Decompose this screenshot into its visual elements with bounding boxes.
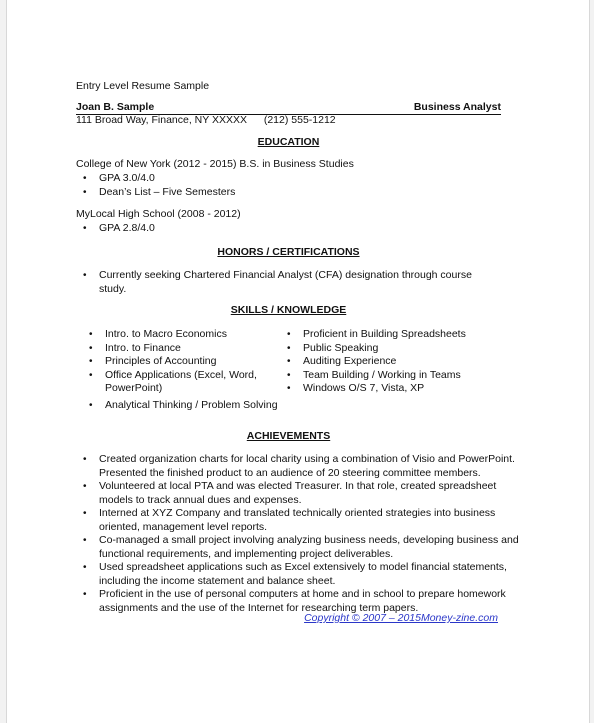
honors-list [82,269,501,296]
list-item: • Created organization charts for local charity using a combination of Visio and PowerPoint. Presented the finished product to an audience of 20 steering committee members. [83,453,515,479]
candidate-name: Joan B. Sample [76,101,155,113]
bullet-icon: • [83,454,87,465]
copyright-link[interactable]: Copyright © 2007 – 2015Money-zine.com [304,612,498,624]
list-item: • Co-managed a small project involving analyzing business needs, developing business and functional requirements, and implementing project deliverables. [83,534,519,560]
phone: (212) 555-1212 [263,114,336,126]
list-item-continued: PowerPoint) [105,382,163,394]
target-role: Business Analyst [413,101,501,113]
document-title: Entry Level Resume Sample [76,80,210,92]
high-school-line: MyLocal High School (2008 - 2012) [76,208,241,220]
list-item: • Dean’s List – Five Semesters [83,185,236,198]
list-item: • Principles of Accounting [89,355,217,367]
document-page [6,0,590,723]
skills-list-right [286,328,501,396]
bullet-icon: • [89,356,93,367]
list-item: • Volunteered at local PTA and was elected Treasurer. In that role, created spreadsheet models to track annual dues and expenses. [83,480,497,506]
bullet-icon: • [83,270,87,281]
bullet-icon: • [83,535,87,546]
bullet-icon: • [83,223,87,234]
list-item: • Analytical Thinking / Problem Solving [89,398,278,411]
contact-line [76,114,336,128]
bullet-icon: • [287,342,291,354]
bullet-icon: • [83,481,87,492]
list-item: • Public Speaking [287,341,379,354]
list-item: • Used spreadsheet applications such as Excel extensively to model financial statements, including the income statement and balance sheet. [83,561,507,587]
college-list [82,172,235,199]
bullet-icon: • [287,356,291,367]
list-item: • Auditing Experience [287,355,397,367]
bullet-icon: • [83,589,87,600]
skills-heading: SKILLS / KNOWLEDGE [230,304,347,316]
bullet-icon: • [89,399,93,411]
list-item: • GPA 2.8/4.0 [83,222,155,234]
list-item: • Interned at XYZ Company and translated technically oriented strategies into business oriented, management level reports. [83,507,496,533]
achievements-list [82,453,519,615]
skills-list-left [88,328,288,412]
name-line [76,101,501,115]
bullet-icon: • [287,369,291,381]
bullet-icon: • [83,186,87,198]
list-item: • GPA 3.0/4.0 [83,172,155,184]
bullet-icon: • [89,369,93,381]
list-item: • Proficient in Building Spreadsheets [287,328,466,340]
bullet-icon: • [287,329,291,340]
list-item: • Office Applications (Excel, Word, [89,368,257,381]
bullet-icon: • [83,562,87,573]
list-item: • Windows O/S 7, Vista, XP [287,382,425,394]
list-item: • Intro. to Macro Economics [89,328,227,340]
bullet-icon: • [83,508,87,519]
bullet-icon: • [287,383,291,394]
college-line: College of New York (2012 - 2015) B.S. in Business Studies [76,158,354,170]
bullet-icon: • [89,329,93,340]
list-item: • Proficient in the use of personal computers at home and in school to prepare homework assignments and the use of the Internet for researching term papers. [83,588,506,614]
bullet-icon: • [89,342,93,354]
honors-heading: HONORS / CERTIFICATIONS [217,246,360,258]
address: 111 Broad Way, Finance, NY XXXXX [76,114,247,126]
list-item: • Intro. to Finance [89,341,181,354]
bullet-icon: • [83,173,87,184]
list-item: • Team Building / Working in Teams [287,368,461,381]
list-item: • Currently seeking Chartered Financial Analyst (CFA) designation through course study. [83,269,472,295]
high-school-list [82,222,155,236]
education-heading: EDUCATION [257,136,320,148]
achievements-heading: ACHIEVEMENTS [246,430,331,442]
